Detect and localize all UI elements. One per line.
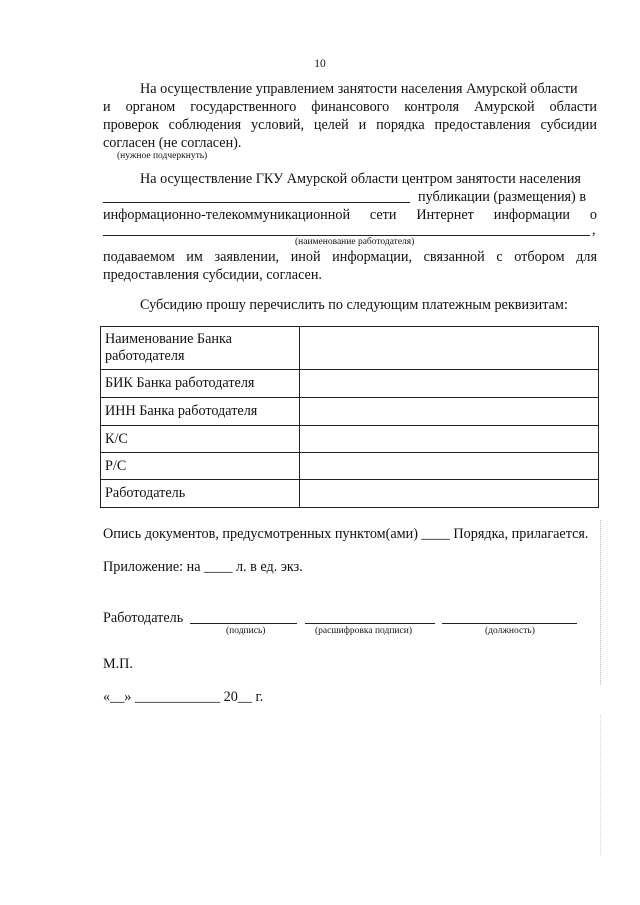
ks-label: К/С [101, 426, 300, 453]
requisites-intro: Субсидию прошу перечислить по следующим платежным реквизитам: [140, 297, 568, 313]
para2-line2-tail: публикации (размещения) в [418, 189, 587, 205]
para2-line5: подаваемом им заявлении, иной информации, связанной с отбором для [103, 249, 597, 265]
bank-name-value[interactable] [300, 327, 599, 370]
table-row [101, 480, 599, 508]
scan-edge-line [600, 715, 601, 855]
para1-line3: проверок соблюдения условий, целей и порядка предоставления субсидии [103, 117, 597, 133]
signature-line[interactable] [190, 623, 297, 624]
table-row [101, 453, 599, 480]
para2-line6: предоставления субсидии, согласен. [103, 267, 322, 283]
para1-line1: На осуществление управлением занятости населения Амурской области [140, 81, 578, 97]
bank-bik-value[interactable] [300, 370, 599, 398]
attachment-line: Приложение: на ____ л. в ед. экз. [103, 559, 303, 575]
documents-list-line: Опись документов, предусмотренных пунктом(ами) ____ Порядка, прилагается. [103, 526, 589, 542]
employer-name-blank-line[interactable] [103, 235, 590, 236]
rs-value[interactable] [300, 453, 599, 480]
table-row [101, 370, 599, 398]
employer-label: Работодатель [101, 480, 300, 508]
para1-line4: согласен (не согласен). [103, 135, 242, 151]
bank-inn-label: ИНН Банка работодателя [101, 398, 300, 426]
employer-value[interactable] [300, 480, 599, 508]
para1-note: (нужное подчеркнуть) [117, 151, 208, 161]
signature-decode-line[interactable] [305, 623, 435, 624]
scan-edge-line [600, 520, 601, 685]
employer-blank-line-1[interactable] [103, 202, 410, 203]
signature-caption: (подпись) [226, 626, 266, 636]
position-caption: (должность) [485, 626, 535, 636]
bank-inn-value[interactable] [300, 398, 599, 426]
page-number: 10 [314, 58, 326, 70]
employer-name-caption: (наименование работодателя) [295, 237, 415, 247]
table-row [101, 327, 599, 370]
signature-decode-caption: (расшифровка подписи) [315, 626, 412, 636]
position-line[interactable] [442, 623, 577, 624]
table-row [101, 398, 599, 426]
requisites-table [100, 326, 599, 508]
para2-line3: информационно-телекоммуникационной сети Интернет информации о [103, 207, 597, 223]
date-line: «__» ____________ 20__ г. [103, 689, 264, 705]
stamp-placeholder: М.П. [103, 656, 133, 672]
para1-line2: и органом государственного финансового контроля Амурской области [103, 99, 597, 115]
table-row [101, 426, 599, 453]
para2-line1: На осуществление ГКУ Амурской области центром занятости населения [140, 171, 581, 187]
bank-bik-label: БИК Банка работодателя [101, 370, 300, 398]
ks-value[interactable] [300, 426, 599, 453]
signature-label: Работодатель [103, 610, 184, 626]
bank-name-label: Наименование Банка работодателя [101, 327, 300, 370]
rs-label: Р/С [101, 453, 300, 480]
para2-line4-tail: , [592, 222, 596, 238]
